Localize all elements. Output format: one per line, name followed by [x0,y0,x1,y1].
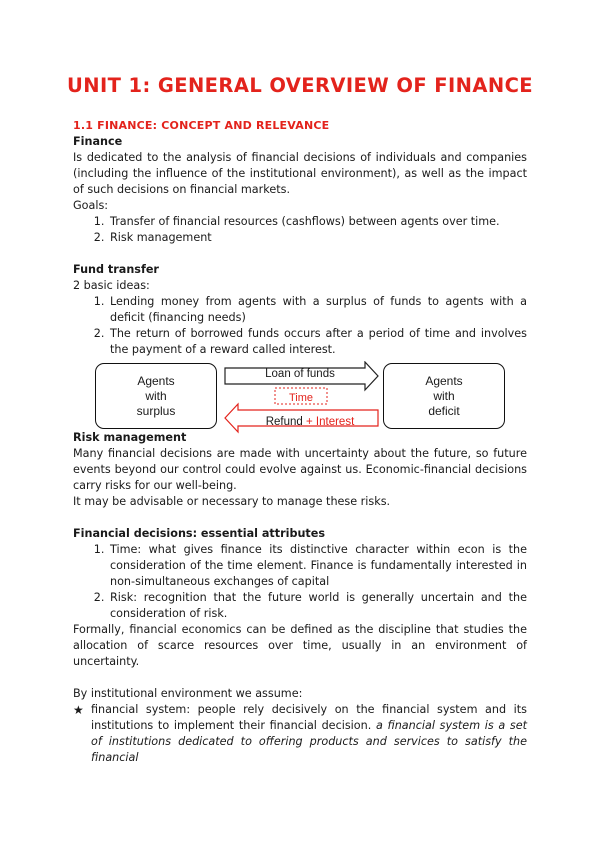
loan-label: Loan of funds [265,368,335,380]
risk-text: Many financial decisions are made with uncertainty about the future, so future events beyond our control could evolve against us. Economic-financial decisions carry risks for our well-being. [73,447,527,492]
list-item: 1. Transfer of financial resources (cashflows) between agents over time. [108,214,527,230]
section-heading: 1.1 FINANCE: CONCEPT AND RELEVANCE [73,119,330,132]
time-label: Time [288,392,314,404]
risk-advice: It may be advisable or necessary to manage these risks. [73,495,391,508]
risk-heading: Risk management [73,431,187,444]
institutional-intro: By institutional environment we assume: [73,687,303,700]
box-line: with [433,388,455,403]
refund-label [245,414,375,430]
goals-label: Goals: [73,199,109,212]
list-item: 2. Risk: recognition that the future world is generally uncertain and the consideration of risk. [108,590,527,622]
finance-block [73,134,527,358]
fund-transfer-diagram [95,361,523,435]
plus-sign: + [306,416,313,428]
finance-definition: Is dedicated to the analysis of financial decisions of individuals and companies (including the influence of the institutional environment), as well as the impact of such decisions on financial markets. [73,151,527,196]
star-bullet-icon: ★ [73,703,84,717]
box-line: Agents [137,373,175,388]
box-line: Agents [425,373,463,388]
box-line: deficit [428,403,460,418]
list-item: 1. Time: what gives finance its distinctive character within econ is the consideration of the time element. Finance is fundamentally interested in non-simultaneous exchanges of capital [108,542,527,590]
formal-definition: Formally, financial economics can be defined as the discipline that studies the allocation of scarce resources over time, usually in an environment of uncertainty. [73,623,527,668]
ideas-list [73,294,527,358]
interest-text: Interest [315,416,355,428]
list-item: 2. Risk management [108,230,527,246]
box-line: surplus [136,403,176,418]
page-title: UNIT 1: GENERAL OVERVIEW OF FINANCE [66,74,533,97]
fund-transfer-heading: Fund transfer [73,263,159,276]
finance-heading: Finance [73,135,123,148]
list-item [73,702,527,766]
institutional-list [73,702,527,766]
bullet-italic-text: a financial system is a set of institutions dedicated to offering products and services to satisfy the financial [91,719,527,764]
box-line: with [145,388,167,403]
list-item: 2. The return of borrowed funds occurs after a period of time and involves the payment of a reward called interest. [108,326,527,358]
goals-list [73,214,527,246]
surplus-agents-box [95,363,217,429]
risk-block [73,430,527,766]
list-item: 1. Lending money from agents with a surplus of funds to agents with a deficit (financing needs) [108,294,527,326]
deficit-agents-box [383,363,505,429]
refund-text: Refund [265,416,303,428]
decisions-list [73,542,527,622]
bullet-text: financial system: people rely decisively on the financial system and its institutions to implement their financial decision. [91,703,527,732]
decisions-heading: Financial decisions: essential attributes [73,527,326,540]
fund-transfer-intro: 2 basic ideas: [73,279,150,292]
